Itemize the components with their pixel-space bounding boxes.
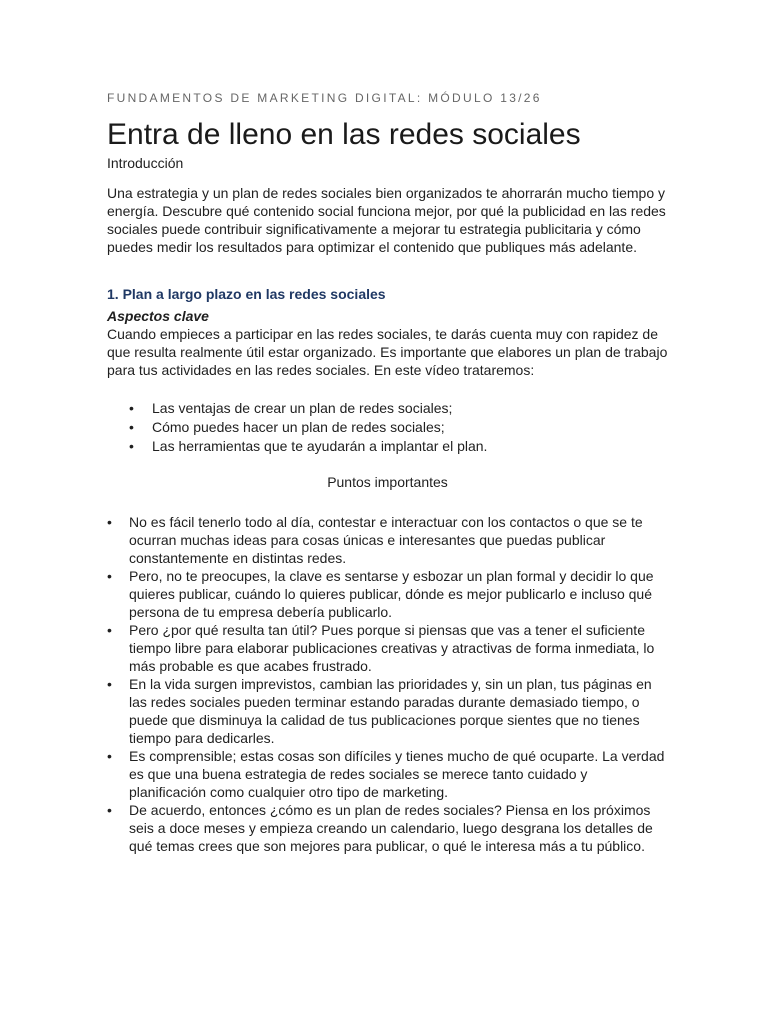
section-heading: 1. Plan a largo plazo en las redes sociales [107, 286, 386, 302]
list-item-text: Cómo puedes hacer un plan de redes sociales; [152, 419, 445, 435]
list-item [107, 567, 668, 621]
list-item [107, 675, 668, 747]
list-item-text: No es fácil tenerlo todo al día, contestar e interactuar con los contactos o que se te ocurran muchas ideas para cosas únicas e interesantes que puedas publicar constantemente en distintas redes. [129, 514, 643, 566]
list-item-text: De acuerdo, entonces ¿cómo es un plan de redes sociales? Piensa en los próximos seis a doce meses y empieza creando un calendario, luego desgrana los detalles de qué temas crees que son mejores para publicar, o qué le interesa más a tu público. [129, 802, 653, 854]
list-item [107, 437, 668, 456]
bullet-icon: • [107, 676, 112, 692]
bullet-icon: • [107, 568, 112, 584]
list-item-text: Es comprensible; estas cosas son difíciles y tienes mucho de qué ocuparte. La verdad es que una buena estrategia de redes sociales se merece tanto cuidado y planificación como cualquier otro tipo de marketing. [129, 748, 665, 800]
list-item [107, 513, 668, 567]
bullet-icon: • [107, 514, 112, 530]
list-item [107, 418, 668, 437]
bullet-icon: • [129, 438, 134, 454]
list-item-text: Las herramientas que te ayudarán a implantar el plan. [152, 438, 488, 454]
page-subtitle: Introducción [107, 155, 184, 171]
list-item-text: Las ventajas de crear un plan de redes sociales; [152, 400, 453, 416]
bullet-icon: • [107, 748, 112, 764]
list-item-text: Pero, no te preocupes, la clave es sentarse y esbozar un plan formal y decidir lo que quieres publicar, cuándo lo quieres publicar, dónde es mejor publicarlo e incluso qué persona de tu empresa debería publicarlo. [129, 568, 654, 620]
bullet-icon: • [107, 622, 112, 638]
section-paragraph: Cuando empieces a participar en las redes sociales, te darás cuenta muy con rapidez de que resulta realmente útil estar organizado. Es importante que elabores un plan de trabajo para tus actividades en las redes sociales. En este vídeo trataremos: [107, 326, 668, 378]
list-item [107, 399, 668, 418]
bullet-icon: • [107, 802, 112, 818]
topics-list [107, 399, 668, 456]
list-item-text: En la vida surgen imprevistos, cambian las prioridades y, sin un plan, tus páginas en las redes sociales pueden terminar estando paradas durante demasiado tiempo, o puede que disminuya la calidad de tus publicaciones porque sientes que no tienes tiempo para dedicarles. [129, 676, 652, 746]
intro-paragraph: Una estrategia y un plan de redes sociales bien organizados te ahorrarán mucho tiempo y energía. Descubre qué contenido social funciona mejor, por qué la publicidad en las redes sociales puede contribuir significativamente a mejorar tu estrategia publicitaria y cómo puedes medir los resultados para optimizar el contenido que publiques más adelante. [107, 185, 666, 255]
bullet-icon: • [129, 400, 134, 416]
important-points-list [107, 513, 668, 855]
list-item [107, 801, 668, 855]
key-aspects-heading: Aspectos clave [107, 308, 209, 324]
page-title: Entra de lleno en las redes sociales [107, 118, 581, 151]
list-item [107, 621, 668, 675]
list-item-text: Pero ¿por qué resulta tan útil? Pues porque si piensas que vas a tener el suficiente tiempo libre para elaborar publicaciones creativas y atractivas de forma inmediata, lo más probable es que acabes frustrado. [129, 622, 655, 674]
module-eyebrow: FUNDAMENTOS DE MARKETING DIGITAL: MÓDULO 13/26 [107, 91, 542, 105]
bullet-icon: • [129, 419, 134, 435]
important-points-label: Puntos importantes [327, 474, 448, 490]
list-item [107, 747, 668, 801]
